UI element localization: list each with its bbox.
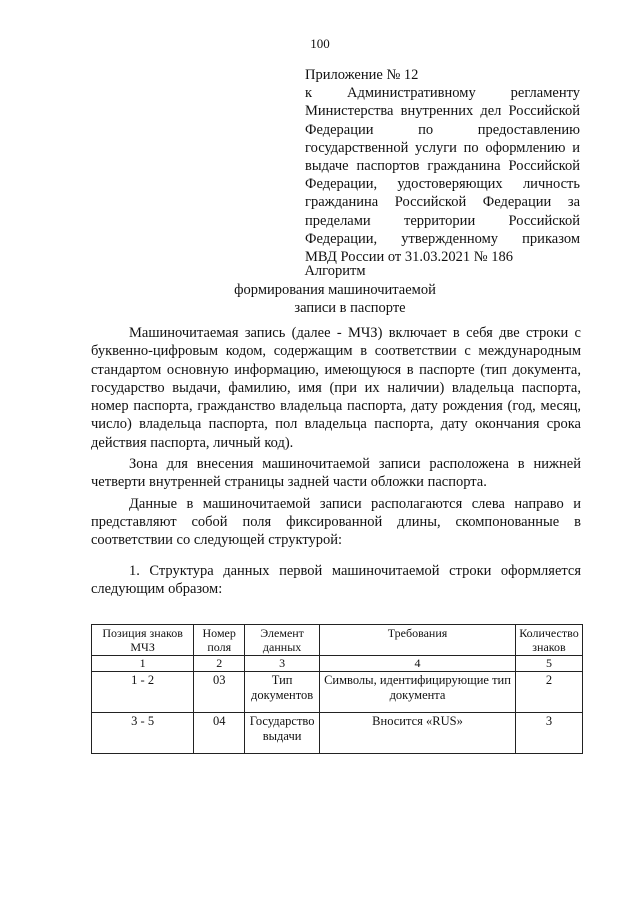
table-cell: 1: [92, 656, 194, 672]
table-cell: 4: [320, 656, 516, 672]
table-cell: 3: [245, 656, 320, 672]
appendix-line: гражданина Российской Федерации за: [305, 194, 580, 211]
table-cell: 3 - 5: [92, 713, 194, 754]
paragraph: Машиночитаемая запись (далее - МЧЗ) включает в себя две строки с буквенно-цифровым кодом, содержащим в соответствии с международным стандартом основную информацию, имеющуюся в паспорте (тип документа, государство выдачи, фамилию, имя (при их наличии) владельца паспорта, номер паспорта, гражданство владельца паспорта, дату рождения (год, месяц, число) владельца паспорта, пол владельца паспорта, дату окончания срока действия паспорта, личный код).: [91, 325, 581, 451]
table-cell: Вносится «RUS»: [320, 713, 516, 754]
table-header-cell: Позиция знаков МЧЗ: [92, 625, 194, 656]
paragraph: Зона для внесения машиночитаемой записи расположена в нижней четверти внутренней страницы задней части обложки паспорта.: [91, 456, 581, 491]
document-title: [0, 262, 640, 318]
mrz-structure-table: [91, 624, 583, 754]
appendix-line: к Административному регламенту: [305, 85, 580, 102]
title-line: Алгоритм: [304, 263, 366, 279]
body-text: [91, 324, 581, 598]
table-column-number-row: [92, 656, 583, 672]
appendix-line: Министерства внутренних дел Российской: [305, 103, 580, 120]
table-cell: Символы, идентифицирующие тип документа: [320, 672, 516, 713]
table-cell: 5: [515, 656, 582, 672]
appendix-line: выдаче паспортов гражданина Российской: [305, 158, 580, 175]
table-cell: 1 - 2: [92, 672, 194, 713]
table-cell: 04: [194, 713, 245, 754]
table-header-row: [92, 625, 583, 656]
table-cell: 2: [194, 656, 245, 672]
table-cell: Тип документов: [245, 672, 320, 713]
table-row: [92, 713, 583, 754]
paragraph: 1. Структура данных первой машиночитаемой строки оформляется следующим образом:: [91, 562, 581, 597]
table-cell: 03: [194, 672, 245, 713]
table-cell: Государство выдачи: [245, 713, 320, 754]
table-header-cell: Количество знаков: [515, 625, 582, 656]
table-cell: 3: [515, 713, 582, 754]
table-row: [92, 672, 583, 713]
table-header-cell: Элемент данных: [245, 625, 320, 656]
table-header-cell: Требования: [320, 625, 516, 656]
table-header-cell: Номер поля: [194, 625, 245, 656]
paragraph: Данные в машиночитаемой записи располагаются слева направо и представляют собой поля фиксированной длины, скомпонованные в соответствии со следующей структурой:: [91, 495, 581, 549]
appendix-line: Федерации, удостоверяющих личность: [305, 176, 580, 193]
appendix-line: Приложение № 12: [305, 67, 419, 83]
page-number: 100: [310, 36, 330, 51]
title-line: формирования машиночитаемой: [234, 281, 436, 298]
appendix-header: [305, 66, 580, 266]
table-cell: 2: [515, 672, 582, 713]
appendix-line: Федерации по предоставлению: [305, 121, 580, 138]
title-line: записи в паспорте: [294, 300, 406, 316]
appendix-line: МВД России от 31.03.2021 № 186: [305, 249, 513, 266]
appendix-line: Федерации, утвержденному приказом: [305, 230, 580, 247]
appendix-line: государственной услуги по оформлению и: [305, 139, 580, 156]
appendix-line: пределами территории Российской: [305, 212, 580, 229]
